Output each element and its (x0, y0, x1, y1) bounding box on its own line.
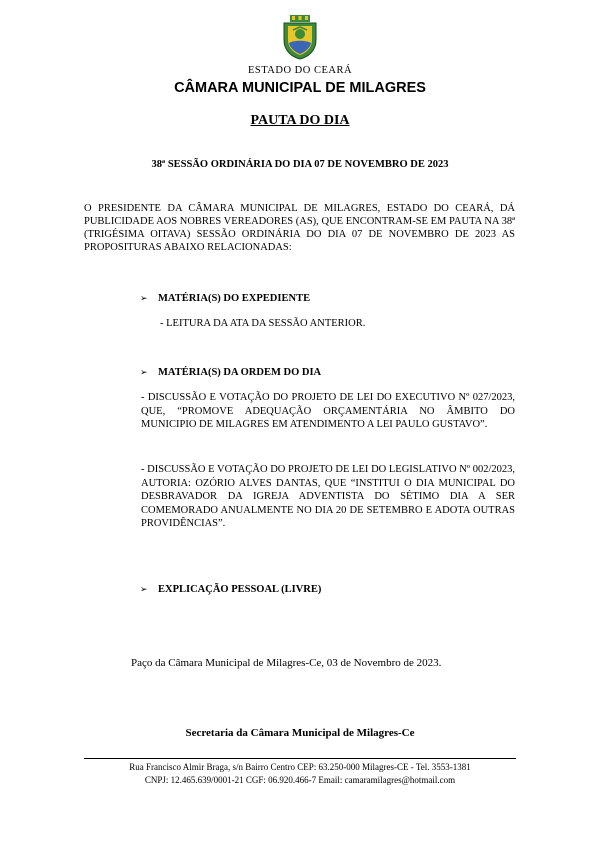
section-explicacao-heading (140, 584, 321, 595)
section-heading-label: EXPLICAÇÃO PESSOAL (LIVRE) (158, 584, 322, 595)
section-heading-label: MATÉRIA(S) DO EXPEDIENTE (158, 293, 311, 304)
expediente-item: - LEITURA DA ATA DA SESSÃO ANTERIOR. (160, 318, 366, 329)
arrow-bullet-icon: ➢ (140, 584, 148, 594)
section-ordem-heading (140, 367, 321, 378)
section-heading-label: MATÉRIA(S) DA ORDEM DO DIA (158, 367, 322, 378)
document-title: PAUTA DO DIA (250, 113, 350, 128)
ordem-item-2: - DISCUSSÃO E VOTAÇÃO DO PROJETO DE LEI DO LEGISLATIVO Nº 002/2023, AUTORIA: OZÓRIO ALVES DANTAS, QUE “INSTITUI O DIA MUNICIPAL DO DESBRAVADOR DA IGREJA ADVENTISTA DO SÉTIMO DIA A SER COMEMORADO ANUALMENTE NO DIA 20 DE SETEMBRO E ADOTA OUTRAS PROVIDÊNCIAS”. (141, 464, 515, 530)
session-title: 38ª SESSÃO ORDINÁRIA DO DIA 07 DE NOVEMBRO DE 2023 (151, 159, 449, 170)
section-expediente-heading (140, 293, 310, 304)
municipal-crest-icon (280, 14, 320, 60)
ordem-item-1: - DISCUSSÃO E VOTAÇÃO DO PROJETO DE LEI DO EXECUTIVO Nº 027/2023, QUE, “PROMOVE ADEQUAÇÃO ORÇAMENTÁRIA NO ÂMBITO DO MUNICIPIO DE MILAGRES EM ATENDIMENTO A LEI PAULO GUSTAVO”. (141, 392, 515, 431)
intro-paragraph: O PRESIDENTE DA CÂMARA MUNICIPAL DE MILAGRES, ESTADO DO CEARÁ, DÁ PUBLICIDADE AOS NOBRES VEREADORES (AS), QUE ENCONTRAM-SE EM PAUTA NA 38ª (TRIGÉSIMA OITAVA) SESSÃO ORDINÁRIA DO DIA 07 DE NOVEMBRO DE 2023 AS PROPOSITURAS ABAIXO RELACIONADAS: (84, 203, 515, 253)
footer-contact: CNPJ: 12.465.639/0001-21 CGF: 06.920.466-7 Email: camaramilagres@hotmail.com (144, 775, 456, 785)
footer-address: Rua Francisco Almir Braga, s/n Bairro Centro CEP: 63.250-000 Milagres-CE - Tel. 3553-1381 (129, 762, 471, 772)
state-name: ESTADO DO CEARÁ (247, 65, 353, 76)
footer-divider (84, 758, 516, 759)
closing-line: Paço da Câmara Municipal de Milagres-Ce, 03 de Novembro de 2023. (131, 657, 442, 669)
arrow-bullet-icon: ➢ (140, 367, 148, 377)
arrow-bullet-icon: ➢ (140, 293, 148, 303)
signature-line: Secretaria da Câmara Municipal de Milagres-Ce (185, 727, 415, 739)
chamber-name: CÂMARA MUNICIPAL DE MILAGRES (174, 80, 426, 96)
